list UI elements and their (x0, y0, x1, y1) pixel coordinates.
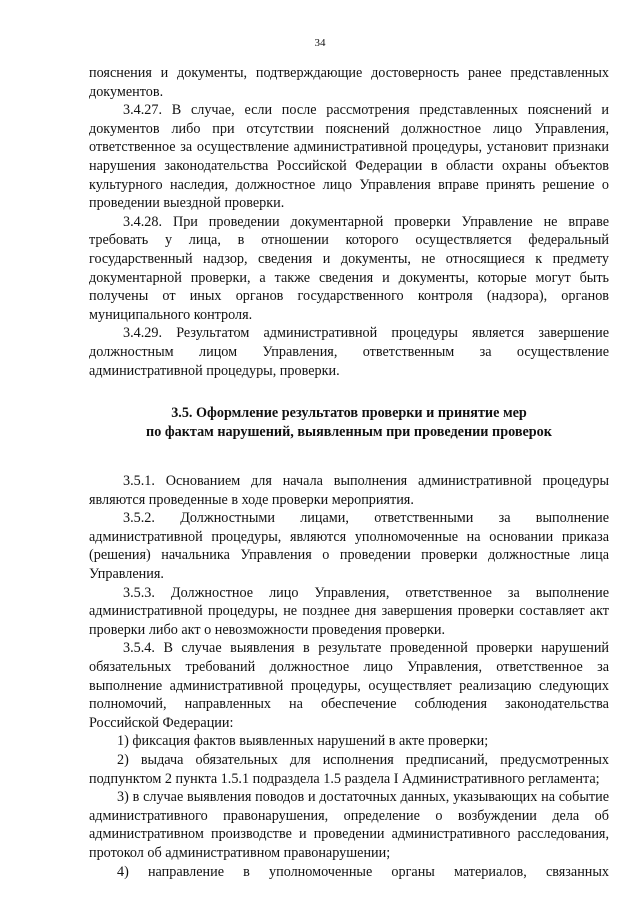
paragraph-3-5-3: 3.5.3. Должностное лицо Управления, ответственное за выполнение административной процедуры, не позднее дня завершения проверки составляет акт проверки либо акт о невозможности проведения проверки. (89, 584, 609, 638)
section-heading-line-1: 3.5. Оформление результатов проверки и принятие мер (171, 405, 527, 422)
list-item-2: 2) выдача обязательных для исполнения предписаний, предусмотренных подпунктом 2 пункта 1.5.1 подраздела 1.5 раздела I Административного регламента; (89, 752, 609, 787)
paragraph-3-5-1: 3.5.1. Основанием для начала выполнения административной процедуры являются проведенные в ходе проверки мероприятия. (89, 473, 609, 508)
section-heading-3-5 (89, 404, 609, 442)
paragraph-3-5-2: 3.5.2. Должностными лицами, ответственными за выполнение административной процедуры, являются уполномоченные на основании приказа (решения) начальника Управления о проведении проверки должностные лица Управления. (89, 510, 609, 583)
section-heading-line-2: по фактам нарушений, выявленным при проведении проверок (146, 424, 552, 441)
paragraph-continuation: пояснения и документы, подтверждающие достоверность ранее представленных документов. (89, 65, 609, 100)
list-item-3: 3) в случае выявления поводов и достаточных данных, указывающих на событие административного правонарушения, определение о возбуждении дела об административном производстве и проведении административного расследования, протокол об административном правонарушении; (89, 789, 609, 861)
paragraph-3-4-29: 3.4.29. Результатом административной процедуры является завершение должностным лицом Управления, ответственным за осуществление административной процедуры, проверки. (89, 325, 609, 379)
page-number: 34 (314, 37, 326, 49)
document-body (89, 64, 609, 881)
paragraph-3-4-27: 3.4.27. В случае, если после рассмотрения представленных пояснений и документов либо при отсутствии пояснений должностное лицо Управления, ответственное за осуществление административной процедуры, установит признаки нарушения законодательства Российской Федерации в области охраны объектов культурного наследия, должностное лицо Управления вправе принять решение о проведении выездной проверки. (89, 102, 609, 212)
list-item-4: 4) направление в уполномоченные органы материалов, связанных (117, 863, 609, 880)
list-item-1: 1) фиксация фактов выявленных нарушений в акте проверки; (117, 733, 489, 750)
paragraph-3-5-4: 3.5.4. В случае выявления в результате проведенной проверки нарушений обязательных требований должностное лицо Управления, ответственное за выполнение административной процедуры, осуществляет реализацию следующих полномочий, направленных на обеспечение соблюдения законодательства Российской Федерации: (89, 640, 609, 731)
paragraph-3-4-28: 3.4.28. При проведении документарной проверки Управление не вправе требовать у лица, в отношении которого осуществляется федеральный государственный надзор, сведения и документы, не относящиеся к предмету документарной проверки, а также сведения и документы, которые могут быть получены от иных органов государственного контроля (надзора), органов муниципального контроля. (89, 213, 609, 323)
